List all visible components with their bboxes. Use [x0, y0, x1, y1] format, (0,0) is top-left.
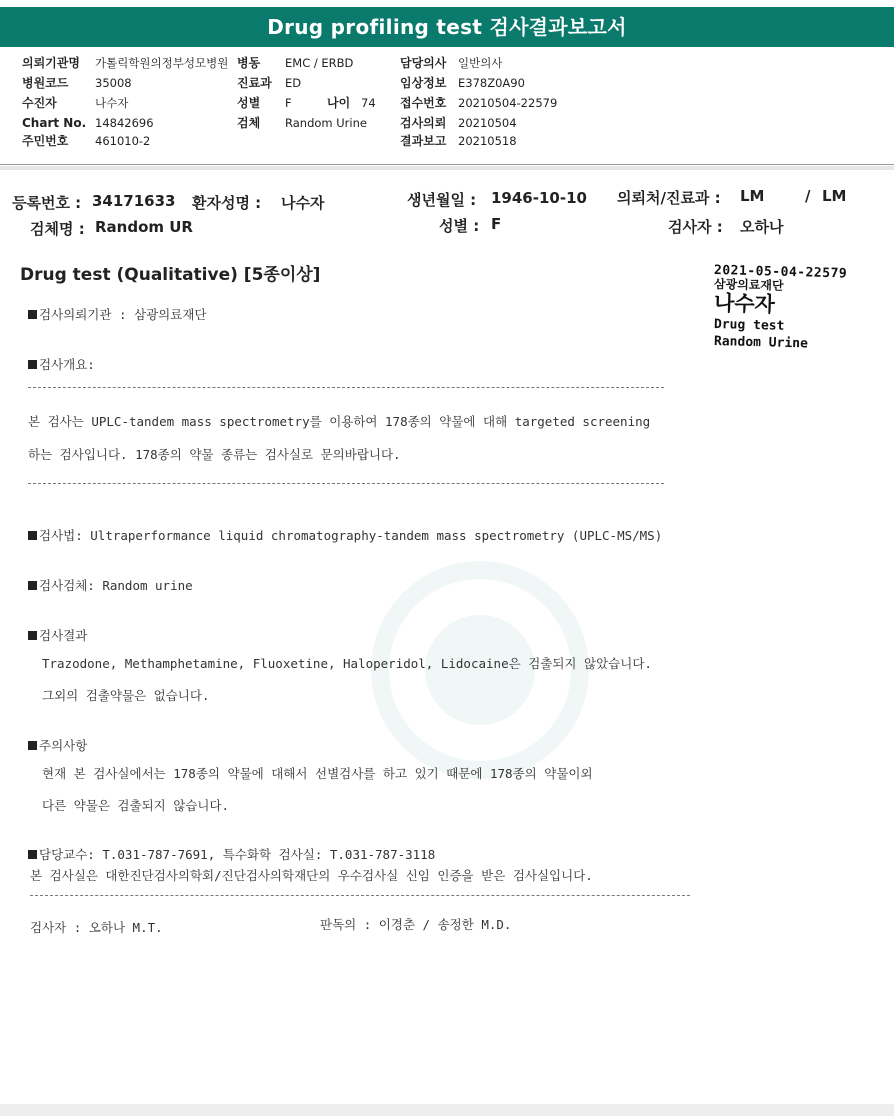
reg-no-value: 34171633: [92, 192, 176, 210]
result-heading-text: 검사결과: [39, 628, 88, 643]
stamp-lab-name: 삼광의료재단: [713, 277, 784, 293]
method-text: 검사법: Ultraperformance liquid chromatography-tandem mass spectrometry (UPLC-MS/MS): [39, 528, 663, 543]
reg-no-label: 등록번호 :: [12, 194, 82, 212]
lab-line: [28, 305, 206, 323]
header-label-request-date: 검사의뢰: [400, 116, 447, 130]
header-value-hospital-code: 35008: [95, 76, 132, 90]
header-value-patient: 나수자: [95, 96, 129, 110]
header-label-age: 나이: [327, 96, 351, 110]
certification-line: 본 검사실은 대한진단검사의학회/진단검사의학재단의 우수검사실 신임 인증을 받은 검사실입니다.: [30, 868, 593, 883]
bullet-square-icon: [28, 850, 37, 859]
dept-separator: /: [805, 187, 811, 205]
header-divider: [0, 164, 894, 165]
dob-value: 1946-10-10: [491, 189, 587, 207]
dashed-divider: [28, 483, 664, 484]
header-value-request-date: 20210504: [458, 116, 517, 130]
specimen-text: 검사검체: Random urine: [39, 578, 193, 593]
dashed-divider: [28, 387, 664, 388]
caution-line-2: 다른 약물은 검출되지 않습니다.: [42, 798, 230, 813]
header-label-doctor: 담당의사: [400, 56, 447, 70]
test-title: Drug test (Qualitative) [5종이상]: [20, 265, 321, 285]
header-value-ward: EMC / ERBD: [285, 56, 354, 70]
bullet-square-icon: [28, 631, 37, 640]
dept-label: 의뢰처/진료과 :: [617, 189, 721, 207]
contact-text: 담당교수: T.031-787-7691, 특수화학 검사실: T.031-787-3118: [39, 847, 436, 862]
sex-label: 성별 :: [439, 217, 480, 235]
header-label-chart-no: Chart No.: [22, 116, 87, 130]
stamp-specimen: Random Urine: [713, 334, 809, 352]
header-value-department: ED: [285, 76, 302, 90]
page-bottom-band: [0, 1104, 894, 1116]
header-label-sex: 성별: [237, 96, 261, 110]
specimen-name-value: Random UR: [95, 218, 193, 236]
bullet-square-icon: [28, 741, 37, 750]
tester-line: 검사자 : 오하나 M.T.: [30, 920, 163, 935]
header-gray-band: [0, 166, 894, 170]
specimen-stamp: [713, 263, 848, 352]
header-value-age: 74: [361, 96, 376, 110]
report-title: Drug profiling test 검사결과보고서: [267, 15, 627, 39]
bullet-square-icon: [28, 360, 37, 369]
method-line: [28, 526, 662, 544]
dept-value-2: LM: [822, 187, 847, 205]
header-value-resident-no: 461010-2: [95, 134, 151, 148]
header-value-clinical-info: E378Z0A90: [458, 76, 525, 90]
bullet-square-icon: [28, 310, 37, 319]
stamp-receipt-no: 2021-05-04-22579: [713, 263, 848, 282]
header-value-report-date: 20210518: [458, 134, 517, 148]
caution-heading: [28, 736, 87, 754]
contact-line: [28, 845, 435, 863]
bullet-square-icon: [28, 531, 37, 540]
specimen-line: [28, 576, 193, 594]
stamp-test-name: Drug test: [713, 317, 785, 334]
result-heading: [28, 626, 87, 644]
overview-heading: [28, 355, 95, 373]
patient-name-label: 환자성명 :: [192, 194, 262, 212]
header-value-institution: 가톨릭학원의정부성모병원: [95, 56, 229, 70]
header-value-chart-no: 14842696: [95, 116, 154, 130]
patient-name-value: 나수자: [281, 194, 325, 212]
overview-line-2: 하는 검사입니다. 178종의 약물 종류는 검사실로 문의바랍니다.: [28, 447, 401, 462]
header-label-institution: 의뢰기관명: [22, 56, 80, 70]
dashed-divider: [30, 895, 690, 896]
header-label-department: 진료과: [237, 76, 272, 90]
reader-line: 판독의 : 이경춘 / 송정한 M.D.: [320, 917, 512, 932]
result-line-1: Trazodone, Methamphetamine, Fluoxetine, Haloperidol, Lidocaine은 검출되지 않았습니다.: [42, 656, 652, 671]
header-label-receipt-no: 접수번호: [400, 96, 447, 110]
dob-label: 생년월일 :: [407, 191, 477, 209]
caution-heading-text: 주의사항: [39, 738, 88, 753]
examiner-label: 검사자 :: [668, 218, 723, 236]
bullet-square-icon: [28, 581, 37, 590]
dept-value-1: LM: [740, 187, 765, 205]
sex-value: F: [491, 215, 502, 233]
header-value-specimen: Random Urine: [285, 116, 367, 130]
specimen-name-label: 검체명 :: [30, 220, 85, 238]
overview-heading-text: 검사개요:: [39, 357, 95, 372]
header-label-resident-no: 주민번호: [22, 134, 69, 148]
header-value-receipt-no: 20210504-22579: [458, 96, 558, 110]
header-value-doctor: 일반의사: [458, 56, 503, 70]
report-title-bar: [0, 7, 894, 47]
header-value-sex: F: [285, 96, 292, 110]
examiner-value: 오하나: [740, 218, 784, 236]
header-label-specimen: 검체: [237, 116, 261, 130]
caution-line-1: 현재 본 검사실에서는 178종의 약물에 대해서 선별검사를 하고 있기 때문에 178종의 약물이외: [42, 766, 593, 781]
stamp-patient-name: 나수자: [713, 291, 776, 317]
result-line-2: 그외의 검출약물은 없습니다.: [42, 688, 210, 703]
header-label-report-date: 결과보고: [400, 134, 447, 148]
header-label-hospital-code: 병원코드: [22, 76, 69, 90]
header-label-clinical-info: 임상정보: [400, 76, 447, 90]
lab-text: 검사의뢰기관 : 삼광의료재단: [39, 307, 207, 322]
overview-line-1: 본 검사는 UPLC-tandem mass spectrometry를 이용하여 178종의 약물에 대해 targeted screening: [28, 414, 651, 429]
header-label-ward: 병동: [237, 56, 261, 70]
header-label-patient: 수진자: [22, 96, 57, 110]
